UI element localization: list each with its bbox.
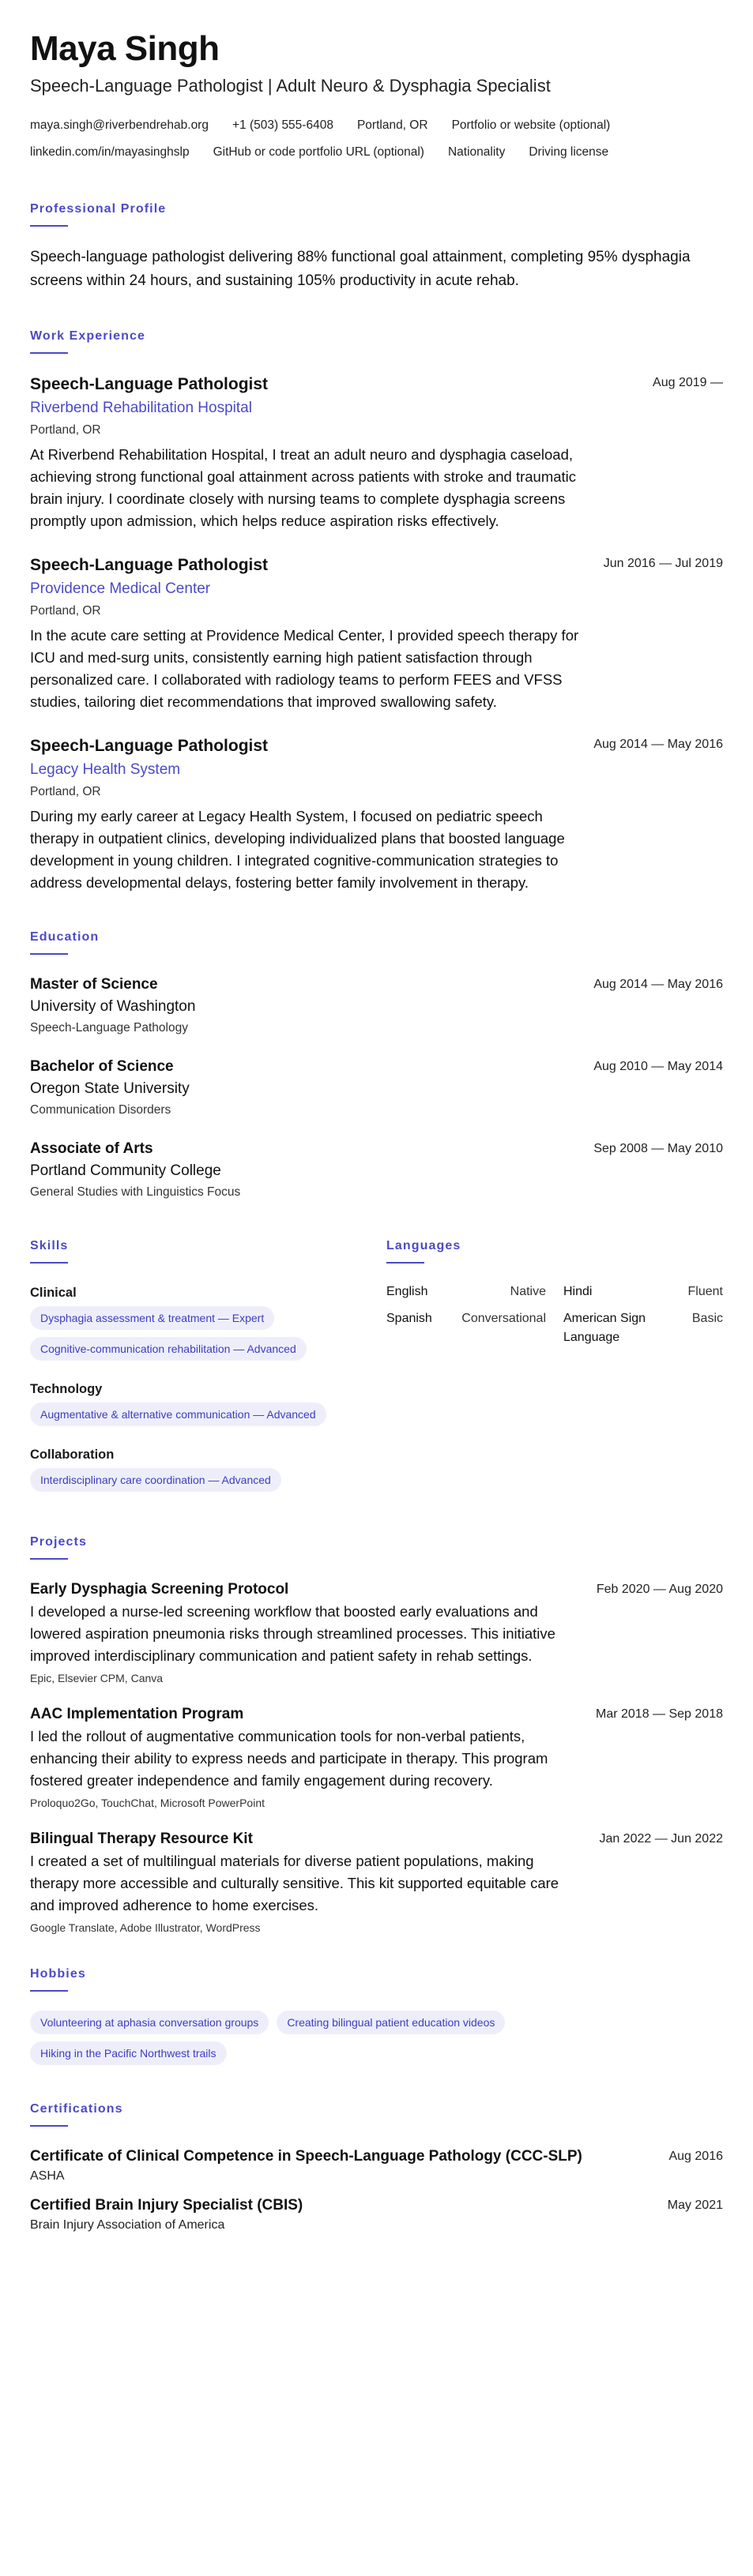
section-title: Education	[30, 930, 100, 944]
project-dates: Mar 2018 — Sep 2018	[596, 1707, 723, 1721]
certification-entry	[30, 2195, 723, 2234]
education-dates: Sep 2008 — May 2010	[593, 1142, 723, 1155]
section-divider	[386, 1262, 424, 1264]
certification-issuer: ASHA	[30, 2169, 65, 2183]
projects-section	[30, 1534, 723, 1937]
job-dates: Aug 2019 —	[653, 376, 723, 389]
section-divider	[30, 1990, 68, 1992]
skill-group	[30, 1379, 386, 1433]
education-school: Portland Community College	[30, 1162, 221, 1179]
section-title: Hobbies	[30, 1967, 86, 1981]
hobby-chip: Volunteering at aphasia conversation groups	[30, 2011, 269, 2034]
education-school: University of Washington	[30, 998, 196, 1015]
certification-issuer: Brain Injury Association of America	[30, 2218, 225, 2232]
skills-column	[30, 1237, 386, 1510]
education-degree: Bachelor of Science	[30, 1058, 174, 1075]
education-degree: Associate of Arts	[30, 1140, 153, 1157]
contact-list	[30, 112, 723, 166]
language-level: Basic	[691, 1312, 723, 1325]
language-name: Spanish	[386, 1312, 432, 1325]
contact-driving-license: Driving license	[529, 145, 609, 159]
section-title: Work Experience	[30, 329, 146, 343]
language-item	[386, 1282, 546, 1301]
certification-entry	[30, 2146, 723, 2185]
contact-location: Portland, OR	[356, 118, 428, 132]
resume-header	[30, 28, 723, 166]
education-degree: Master of Science	[30, 976, 158, 993]
project-entry	[30, 1703, 723, 1812]
job-company: Providence Medical Center	[30, 580, 211, 597]
job-title: Speech-Language Pathologist	[30, 737, 269, 755]
language-level: Fluent	[687, 1285, 723, 1298]
contact-github[interactable]: GitHub or code portfolio URL (optional)	[213, 145, 424, 159]
certification-date: May 2021	[667, 2199, 723, 2212]
education-section	[30, 929, 723, 1203]
language-name: American Sign Language	[563, 1312, 646, 1344]
job-description: During my early career at Legacy Health System, I focused on pediatric speech therapy in outpatient clinics, developing individualized plans that boosted language development in young children. I integrated cognitive-communication strategies to address developmental delays, fostering better family involvement in therapy.	[30, 808, 565, 891]
education-field: Communication Disorders	[30, 1103, 171, 1117]
job-location: Portland, OR	[30, 604, 101, 618]
project-description: I led the rollout of augmentative communication tools for non-verbal patients, enhancing their ability to express needs and participate in therapy. This program fostered greater independence and family engagement during recovery.	[30, 1728, 548, 1789]
experience-section	[30, 328, 723, 894]
hobbies-section	[30, 1966, 723, 2072]
languages-column	[386, 1237, 723, 1510]
certifications-section	[30, 2101, 723, 2234]
contact-email[interactable]: maya.singh@riverbendrehab.org	[30, 118, 209, 132]
language-level: Conversational	[461, 1312, 546, 1325]
job-dates: Jun 2016 — Jul 2019	[603, 557, 723, 570]
project-tools: Proloquo2Go, TouchChat, Microsoft PowerPoint	[30, 1797, 265, 1809]
skill-category: Collaboration	[30, 1448, 115, 1462]
skills-languages-section	[30, 1237, 723, 1510]
language-item	[563, 1282, 723, 1301]
education-field: General Studies with Linguistics Focus	[30, 1185, 241, 1199]
hobby-list	[30, 2011, 723, 2041]
contact-linkedin[interactable]: linkedin.com/in/mayasinghslp	[30, 145, 190, 159]
language-item	[563, 1309, 723, 1347]
section-title: Languages	[386, 1239, 461, 1252]
section-divider	[30, 225, 68, 227]
job-location: Portland, OR	[30, 423, 101, 437]
section-divider	[30, 1262, 68, 1264]
skill-chip: Cognitive-communication rehabilitation — Advanced	[30, 1337, 307, 1361]
skill-chip: Dysphagia assessment & treatment — Expert	[30, 1306, 274, 1330]
contact-nationality: Nationality	[447, 145, 506, 159]
profile-summary: Speech-language pathologist delivering 88% functional goal attainment, completing 95% dysphagia screens within 24 hours, and sustaining 105% productivity in acute rehab.	[30, 249, 691, 289]
job-entry	[30, 373, 723, 532]
skill-chip: Augmentative & alternative communication — Advanced	[30, 1403, 326, 1426]
certification-name: Certificate of Clinical Competence in Speech-Language Pathology (CCC-SLP)	[30, 2148, 582, 2165]
job-entry	[30, 734, 723, 894]
education-entry	[30, 1138, 723, 1203]
education-entry	[30, 1056, 723, 1121]
section-divider	[30, 2125, 68, 2127]
language-item	[386, 1309, 546, 1347]
section-divider	[30, 352, 68, 354]
project-title: AAC Implementation Program	[30, 1706, 244, 1722]
job-description: At Riverbend Rehabilitation Hospital, I treat an adult neuro and dysphagia caseload, achieving strong functional goal attainment across patients with stroke and traumatic brain injury. I coordinate closely with nursing teams to complete dysphagia screens promptly upon admission, which helps reduce aspiration risks effectively.	[30, 446, 577, 529]
job-dates: Aug 2014 — May 2016	[593, 738, 723, 751]
project-entry	[30, 1579, 723, 1688]
section-divider	[30, 1558, 68, 1560]
project-dates: Feb 2020 — Aug 2020	[596, 1583, 723, 1596]
job-company: Riverbend Rehabilitation Hospital	[30, 400, 252, 416]
project-dates: Jan 2022 — Jun 2022	[599, 1832, 723, 1846]
job-entry	[30, 554, 723, 713]
job-description: In the acute care setting at Providence Medical Center, I provided speech therapy for ICU and med-surg units, consistently earning high patient satisfaction through personalized care. I collaborated with radiology teams to perform FEES and VFSS studies, tailoring diet recommendations that improved swallowing safety.	[30, 627, 579, 710]
skill-category: Technology	[30, 1382, 103, 1396]
section-title: Certifications	[30, 2102, 123, 2116]
contact-phone[interactable]: +1 (503) 555-6408	[232, 118, 333, 132]
section-divider	[30, 953, 68, 955]
project-tools: Google Translate, Adobe Illustrator, WordPress	[30, 1921, 261, 1934]
skill-chip: Interdisciplinary care coordination — Advanced	[30, 1468, 281, 1492]
section-title: Professional Profile	[30, 202, 167, 216]
section-title: Projects	[30, 1535, 87, 1549]
project-entry	[30, 1828, 723, 1937]
project-title: Bilingual Therapy Resource Kit	[30, 1831, 253, 1847]
job-title: Speech-Language Pathologist	[30, 556, 269, 574]
project-title: Early Dysphagia Screening Protocol	[30, 1581, 289, 1598]
education-entry	[30, 974, 723, 1038]
education-school: Oregon State University	[30, 1080, 190, 1097]
certification-name: Certified Brain Injury Specialist (CBIS)	[30, 2197, 303, 2214]
project-description: I developed a nurse-led screening workflow that boosted early evaluations and lowered aspiration pneumonia risks through streamlined processes. This initiative improved interdisciplinary communication and patient safety in rehab settings.	[30, 1603, 555, 1664]
skill-category: Clinical	[30, 1286, 77, 1300]
section-title: Skills	[30, 1239, 69, 1252]
education-dates: Aug 2014 — May 2016	[593, 978, 723, 991]
certification-date: Aug 2016	[668, 2150, 723, 2163]
language-level: Native	[510, 1285, 546, 1298]
hobby-chip: Hiking in the Pacific Northwest trails	[30, 2041, 227, 2065]
project-tools: Epic, Elsevier CPM, Canva	[30, 1672, 164, 1684]
language-list	[386, 1282, 723, 1347]
education-dates: Aug 2010 — May 2014	[593, 1060, 723, 1073]
job-company: Legacy Health System	[30, 761, 181, 778]
skill-group	[30, 1282, 386, 1368]
skill-group	[30, 1444, 386, 1499]
job-location: Portland, OR	[30, 785, 101, 798]
hobby-chip: Creating bilingual patient education videos	[277, 2011, 505, 2034]
job-title: Speech-Language Pathologist	[30, 375, 269, 393]
project-description: I created a set of multilingual materials for diverse patient populations, making therapy more accessible and culturally sensitive. This kit supported equitable care and improved adherence to home exercises.	[30, 1853, 559, 1913]
profile-section	[30, 201, 723, 293]
language-name: English	[386, 1285, 428, 1298]
language-name: Hindi	[563, 1285, 593, 1298]
contact-portfolio[interactable]: Portfolio or website (optional)	[451, 118, 611, 132]
candidate-name: Maya Singh	[30, 29, 220, 68]
education-field: Speech-Language Pathology	[30, 1021, 188, 1035]
candidate-headline: Speech-Language Pathologist | Adult Neuro & Dysphagia Specialist	[30, 76, 551, 96]
